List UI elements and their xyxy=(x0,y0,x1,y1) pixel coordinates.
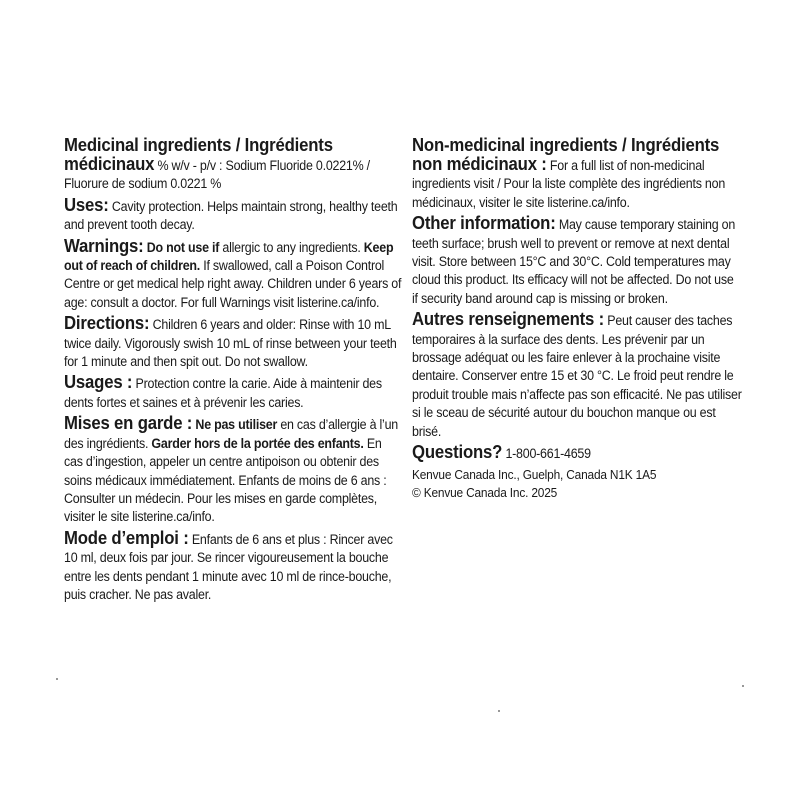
non-medicinal-section xyxy=(412,136,742,212)
left-column xyxy=(64,136,402,606)
mode-emploi-heading: Mode d’emploi : xyxy=(64,527,189,548)
mises-en-garde-section xyxy=(64,414,402,526)
warnings-keep-out-of-reach: Keep out of reach of children. xyxy=(64,239,394,274)
warnings-text-2: If swallowed, call a Poison Control Centre or get medical help right away. Children under 6 years of age: consult a doctor. For full Warnings visit listerine.ca/info. xyxy=(64,258,402,310)
usages-text: Protection contre la carie. Aide à maintenir des dents fortes et saines et à prévenir les caries. xyxy=(64,376,382,410)
print-mark xyxy=(56,678,58,680)
non-medicinal-heading-fr: non médicinaux : xyxy=(412,154,547,174)
warnings-do-not-use: Do not use if xyxy=(143,239,220,255)
other-information-heading: Other information: xyxy=(412,213,556,234)
medicinal-ingredients-text: % w/v - p/v : Sodium Fluoride 0.0221% / Fluorure de sodium 0.0221 % xyxy=(64,158,370,192)
mises-text-1: en cas d’allergie à l’un des ingrédients. xyxy=(64,417,398,451)
mises-garder-hors: Garder hors de la portée des enfants. xyxy=(151,435,364,451)
mode-emploi-text: Enfants de 6 ans et plus : Rincer avec 10 ml, deux fois par jour. Se rincer vigoureusement la bouche entre les dents pendant 1 minute avec 10 ml de rince-bouche, puis cracher. Ne pas avaler. xyxy=(64,531,393,602)
uses-text: Cavity protection. Helps maintain strong, healthy teeth and prevent tooth decay. xyxy=(64,198,398,233)
non-medicinal-text: For a full list of non-medicinal ingredients visit / Pour la liste complète des ingrédients non médicinaux, visiter le site listerine.ca/info. xyxy=(412,158,726,210)
questions-heading: Questions? xyxy=(412,442,503,463)
warnings-heading: Warnings: xyxy=(64,235,144,256)
questions-phone: 1-800-661-4659 xyxy=(502,446,591,462)
mises-text-2: En cas d’ingestion, appeler un centre antipoison ou obtenir des soins médicaux immédiatement. Enfants de moins de 6 ans : Consulter un médecin. Pour les mises en garde complètes, visiter le site listerine.ca/info. xyxy=(64,435,387,525)
print-mark xyxy=(742,685,744,687)
questions-section xyxy=(412,443,742,463)
warnings-section xyxy=(64,237,402,313)
directions-text: Children 6 years and older: Rinse with 10 mL twice daily. Vigorously swish 10 mL of rinse between your teeth for 1 minute and then spit out. Do not swallow. xyxy=(64,317,397,370)
usages-heading: Usages : xyxy=(64,372,133,393)
copyright-notice: © Kenvue Canada Inc. 2025 xyxy=(412,484,558,500)
mises-ne-pas-utiliser: Ne pas utiliser xyxy=(192,417,278,433)
right-column xyxy=(412,136,742,502)
other-information-section xyxy=(412,214,742,308)
medicinal-ingredients-heading: Medicinal ingredients / Ingrédients xyxy=(64,135,333,155)
mises-en-garde-heading: Mises en garde : xyxy=(64,413,193,434)
autres-renseignements-heading: Autres renseignements : xyxy=(412,309,605,330)
medicinal-ingredients-heading-fr: médicinaux xyxy=(64,154,155,174)
autres-renseignements-text: Peut causer des taches temporaires à la surface des dents. Les prévenir par un brossage adéquat ou les faire enlever à la prochaine visite dentaire. Conserver entre 15 et 30 °C. Le froid peut rendre le produit trouble mais n’affecte pas son efficacité. Ne pas utiliser si le sceau de sécurité autour du bouchon manque ou est brisé. xyxy=(412,313,742,439)
warnings-text-1: allergic to any ingredients. xyxy=(219,239,364,255)
uses-heading: Uses: xyxy=(64,194,109,215)
company-address: Kenvue Canada Inc., Guelph, Canada N1K 1A5 xyxy=(412,466,657,482)
mode-emploi-section xyxy=(64,529,402,605)
medicinal-ingredients-section xyxy=(64,136,402,194)
other-information-text: May cause temporary staining on teeth surface; brush well to prevent or remove at next dental visit. Store between 15°C and 30°C. Cold temperatures may cloud this product. Its efficacy will not be affected. Do not use if security band around cap is missing or broken. xyxy=(412,217,736,306)
autres-renseignements-section xyxy=(412,310,742,441)
print-mark xyxy=(498,710,500,712)
usages-section xyxy=(64,373,402,412)
directions-heading: Directions: xyxy=(64,313,150,334)
product-label-panel xyxy=(64,135,744,602)
uses-section xyxy=(64,196,402,235)
non-medicinal-heading: Non-medicinal ingredients / Ingrédients xyxy=(412,135,720,155)
directions-section xyxy=(64,314,402,371)
